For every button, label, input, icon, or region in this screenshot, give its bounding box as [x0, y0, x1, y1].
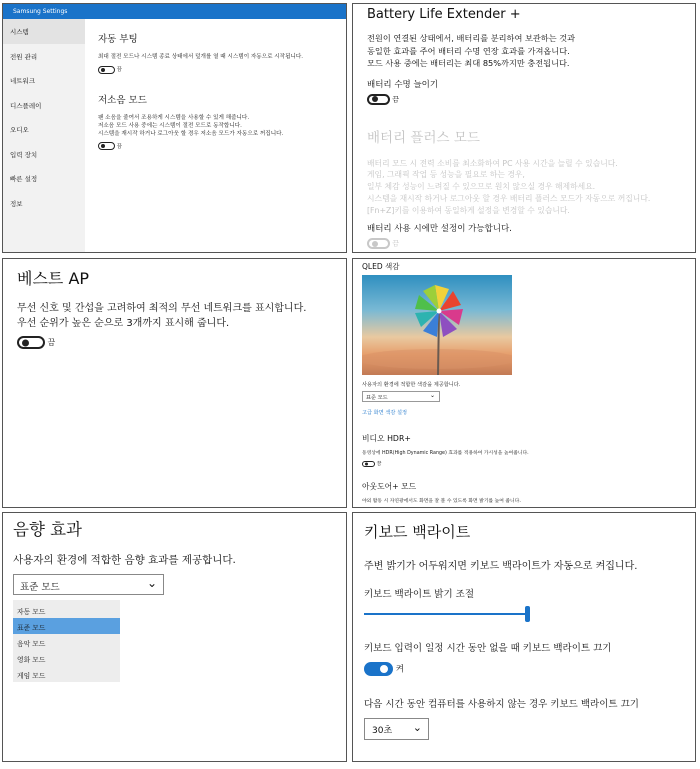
silent-mode-desc-2: 저소음 모드 사용 중에는 시스템이 절전 모드로 동작합니다. [98, 122, 242, 129]
battery-plus-desc-5: [Fn+Z]키를 이용하여 동일하게 설정을 변경할 수 있습니다. [367, 205, 570, 215]
toggle-knob [101, 144, 105, 148]
auto-boot-toggle-row [98, 65, 341, 74]
toggle-knob [365, 462, 368, 465]
silent-mode-title: 저소음 모드 [98, 94, 147, 106]
idle-off-label: 키보드 입력이 일정 시간 동안 없을 때 키보드 백라이트 끄기 [364, 643, 612, 654]
pinwheel-preview-image [362, 275, 512, 375]
keyboard-backlight-panel [352, 512, 696, 762]
video-hdr-title: 비디오 HDR+ [362, 434, 411, 443]
sound-mode-value: 표준 모드 [20, 582, 60, 593]
toggle-knob [380, 665, 388, 673]
brightness-slider[interactable] [364, 606, 530, 622]
battery-plus-note: 배터리 사용 시에만 설정이 가능합니다. [367, 224, 512, 235]
best-ap-panel [2, 258, 347, 508]
battery-plus-desc-3: 일부 체감 성능이 느려질 수 있으므로 원치 않으실 경우 해제하세요. [367, 182, 596, 192]
battery-life-toggle-label: 끔 [392, 95, 399, 103]
qled-mode-value: 표준 모드 [366, 395, 388, 401]
timeout-label: 다음 시간 동안 컴퓨터를 사용하지 않는 경우 키보드 백라이트 끄기 [364, 699, 639, 710]
battery-plus-toggle-row [367, 238, 689, 249]
auto-boot-desc: 최대 절전 모드나 시스템 종료 상태에서 덮개를 열 때 시스템이 자동으로 시작됩니다. [98, 54, 304, 60]
video-hdr-toggle-row [362, 460, 691, 467]
battery-life-toggle-row [367, 94, 689, 105]
best-ap-toggle[interactable] [17, 336, 45, 349]
sound-effect-title: 음향 효과 [13, 520, 83, 539]
video-hdr-toggle[interactable] [362, 461, 375, 467]
battery-extender-title: Battery Life Extender + [367, 7, 521, 22]
auto-boot-toggle[interactable] [98, 66, 115, 74]
sidebar-item-power[interactable]: 전원 관리 [10, 52, 38, 61]
sound-option-standard[interactable]: 표준 모드 [13, 618, 120, 634]
idle-off-toggle[interactable] [364, 662, 393, 676]
advanced-color-link[interactable]: 고급 화면 색감 설정 [362, 410, 408, 416]
qled-mode-select[interactable] [362, 391, 440, 402]
outdoor-mode-title: 아웃도어+ 모드 [362, 482, 417, 491]
sound-effect-panel [2, 512, 347, 762]
auto-boot-title: 자동 부팅 [98, 34, 138, 45]
keyboard-backlight-title: 키보드 백라이트 [364, 523, 471, 541]
video-hdr-desc: 동영상에 HDR(High Dynamic Range) 효과를 적용하여 가시성을 높여줍니다. [362, 451, 529, 456]
chevron-down-icon: ⌄ [146, 576, 157, 590]
sidebar-item-system[interactable]: 시스템 [3, 19, 85, 44]
sound-option-game[interactable]: 게임 모드 [17, 672, 46, 680]
slider-thumb[interactable] [525, 606, 530, 622]
silent-mode-toggle-row [98, 142, 341, 151]
battery-plus-toggle-label: 끔 [392, 239, 399, 248]
battery-plus-desc-1: 배터리 모드 시 전력 소비를 최소화하여 PC 사용 시간을 늘릴 수 있습니다. [367, 158, 618, 168]
sound-option-music[interactable]: 음악 모드 [17, 640, 46, 648]
toggle-knob [22, 339, 29, 346]
silent-mode-toggle[interactable] [98, 142, 115, 150]
idle-off-toggle-row [364, 662, 689, 676]
chevron-down-icon: ⌄ [412, 721, 422, 734]
best-ap-desc-2: 우선 순위가 높은 순으로 3개까지 표시해 줍니다. [17, 318, 230, 329]
battery-extender-desc-1: 전원이 연결된 상태에서, 배터리를 분리하여 보관하는 것과 [367, 33, 576, 43]
sound-mode-select[interactable] [13, 574, 164, 595]
battery-panel [352, 3, 696, 253]
auto-boot-toggle-label: 끔 [116, 67, 123, 73]
timeout-select[interactable] [364, 718, 429, 740]
battery-plus-toggle[interactable] [367, 238, 390, 249]
sound-effect-desc: 사용자의 환경에 적합한 음향 효과를 제공합니다. [13, 554, 236, 566]
sidebar-item-quick-settings[interactable]: 빠른 설정 [10, 175, 38, 183]
battery-life-label: 배터리 수명 늘이기 [367, 79, 439, 90]
settings-sidebar [3, 19, 85, 252]
toggle-knob [101, 68, 105, 72]
battery-extender-desc-3: 모드 사용 중에는 배터리는 최대 85%까지만 충전됩니다. [367, 58, 570, 68]
battery-plus-title: 배터리 플러스 모드 [367, 129, 480, 146]
best-ap-desc-1: 무선 신호 및 간섭을 고려하여 최적의 무선 네트워크를 표시합니다. [17, 303, 307, 314]
sound-mode-dropdown [13, 600, 120, 682]
toggle-knob [372, 241, 378, 247]
system-content [98, 31, 341, 150]
keyboard-backlight-desc: 주변 밝기가 어두워지면 키보드 백라이트가 자동으로 켜집니다. [364, 561, 638, 572]
sidebar-item-audio[interactable]: 오디오 [10, 126, 29, 134]
battery-plus-desc-2: 게임, 그래픽 작업 등 성능을 필요로 하는 경우, [367, 170, 525, 180]
silent-mode-desc-3: 시스템을 재시작 하거나 로그아웃 할 경우 저소음 모드가 자동으로 꺼집니다. [98, 130, 284, 137]
chevron-down-icon: ⌄ [429, 392, 435, 399]
qled-caption: 사용자의 환경에 적합한 색감을 제공합니다. [362, 382, 461, 388]
best-ap-toggle-row [17, 336, 340, 349]
sidebar-item-network[interactable]: 네트워크 [10, 77, 36, 85]
timeout-value: 30초 [372, 726, 393, 736]
best-ap-title: 베스트 AP [17, 269, 90, 288]
sound-option-movie[interactable]: 영화 모드 [17, 656, 46, 664]
sound-option-auto[interactable]: 자동 모드 [17, 608, 46, 616]
toggle-knob [372, 96, 378, 102]
video-hdr-toggle-label: 끔 [376, 461, 382, 467]
silent-mode-toggle-label: 끔 [116, 143, 123, 150]
qled-color-panel [352, 258, 696, 508]
battery-life-toggle[interactable] [367, 94, 390, 105]
qled-title: QLED 색감 [362, 262, 400, 271]
sidebar-item-display[interactable]: 디스플레이 [10, 101, 42, 110]
silent-mode-desc-1: 팬 소음을 줄여서 조용하게 시스템을 사용할 수 있게 해줍니다. [98, 114, 250, 121]
samsung-settings-system-panel [2, 3, 347, 253]
battery-extender-desc-2: 동일한 효과를 주어 배터리 수명 연장 효과를 가져옵니다. [367, 45, 570, 56]
sidebar-item-input[interactable]: 입력 장치 [10, 150, 38, 159]
battery-plus-desc-4: 시스템을 재시작 하거나 로그아웃 할 경우 배터리 플러스 모드가 자동으로 꺼집니다. [367, 193, 651, 203]
outdoor-mode-desc: 야외 활동 시 자연광에서도 화면을 잘 볼 수 있도록 화면 밝기를 높여 줍니다. [362, 499, 521, 504]
best-ap-toggle-label: 끔 [47, 338, 56, 347]
slider-track [364, 613, 530, 615]
window-title: Samsung Settings [3, 4, 346, 19]
brightness-label: 키보드 백라이트 밝기 조절 [364, 589, 475, 600]
idle-off-toggle-label: 켜 [395, 664, 404, 675]
sidebar-item-info[interactable]: 정보 [10, 199, 23, 208]
